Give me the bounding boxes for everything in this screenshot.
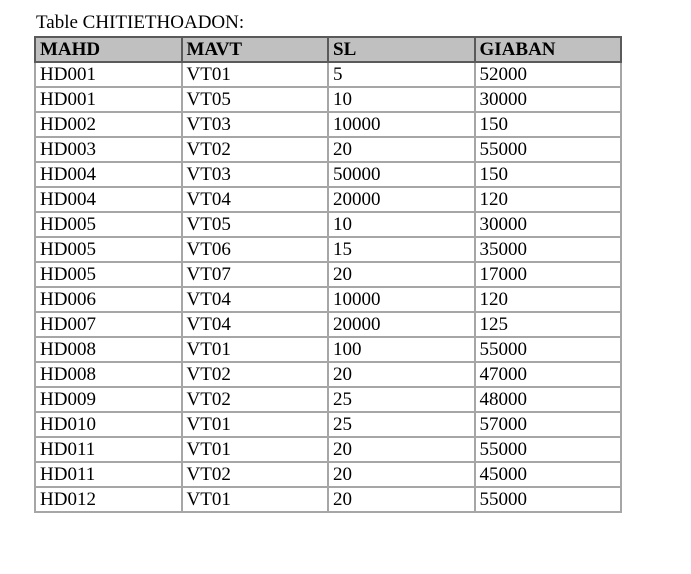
cell-sl: 10000 xyxy=(328,112,475,137)
cell-giaban: 120 xyxy=(475,287,622,312)
column-header-sl: SL xyxy=(328,37,475,62)
cell-mahd: HD004 xyxy=(35,187,182,212)
cell-mahd: HD010 xyxy=(35,412,182,437)
table-row xyxy=(35,437,621,462)
cell-sl: 20 xyxy=(328,462,475,487)
cell-mahd: HD004 xyxy=(35,162,182,187)
cell-mahd: HD001 xyxy=(35,62,182,87)
table-row xyxy=(35,112,621,137)
table-row xyxy=(35,412,621,437)
cell-mavt: VT01 xyxy=(182,412,329,437)
table-row xyxy=(35,287,621,312)
cell-mavt: VT01 xyxy=(182,437,329,462)
cell-sl: 25 xyxy=(328,387,475,412)
cell-giaban: 120 xyxy=(475,187,622,212)
cell-giaban: 55000 xyxy=(475,437,622,462)
cell-mahd: HD005 xyxy=(35,237,182,262)
cell-mavt: VT02 xyxy=(182,362,329,387)
column-header-mavt: MAVT xyxy=(182,37,329,62)
cell-giaban: 150 xyxy=(475,162,622,187)
cell-mavt: VT01 xyxy=(182,337,329,362)
table-row xyxy=(35,312,621,337)
cell-sl: 25 xyxy=(328,412,475,437)
cell-mahd: HD012 xyxy=(35,487,182,512)
table-row xyxy=(35,487,621,512)
cell-giaban: 52000 xyxy=(475,62,622,87)
cell-sl: 20 xyxy=(328,362,475,387)
column-header-giaban: GIABAN xyxy=(475,37,622,62)
cell-mahd: HD002 xyxy=(35,112,182,137)
table-row xyxy=(35,337,621,362)
cell-mavt: VT04 xyxy=(182,187,329,212)
cell-giaban: 125 xyxy=(475,312,622,337)
cell-mavt: VT07 xyxy=(182,262,329,287)
cell-sl: 50000 xyxy=(328,162,475,187)
cell-sl: 20 xyxy=(328,487,475,512)
table-body xyxy=(35,62,621,512)
cell-giaban: 17000 xyxy=(475,262,622,287)
cell-mavt: VT01 xyxy=(182,62,329,87)
cell-sl: 20000 xyxy=(328,312,475,337)
cell-mahd: HD007 xyxy=(35,312,182,337)
table-row xyxy=(35,162,621,187)
cell-sl: 5 xyxy=(328,62,475,87)
cell-giaban: 150 xyxy=(475,112,622,137)
cell-mahd: HD003 xyxy=(35,137,182,162)
cell-mahd: HD008 xyxy=(35,337,182,362)
table-row xyxy=(35,387,621,412)
table-row xyxy=(35,262,621,287)
cell-mavt: VT02 xyxy=(182,387,329,412)
table-row xyxy=(35,87,621,112)
table-row xyxy=(35,137,621,162)
cell-giaban: 47000 xyxy=(475,362,622,387)
cell-mavt: VT04 xyxy=(182,287,329,312)
cell-giaban: 30000 xyxy=(475,87,622,112)
cell-giaban: 55000 xyxy=(475,487,622,512)
cell-giaban: 30000 xyxy=(475,212,622,237)
chitiethoadon-table xyxy=(34,36,622,513)
column-header-mahd: MAHD xyxy=(35,37,182,62)
cell-mavt: VT03 xyxy=(182,162,329,187)
cell-giaban: 55000 xyxy=(475,337,622,362)
table-caption: Table CHITIETHOADON: xyxy=(36,12,245,33)
cell-sl: 10 xyxy=(328,87,475,112)
cell-mahd: HD009 xyxy=(35,387,182,412)
cell-mavt: VT01 xyxy=(182,487,329,512)
table-row xyxy=(35,62,621,87)
cell-sl: 20 xyxy=(328,137,475,162)
cell-mavt: VT05 xyxy=(182,212,329,237)
cell-mahd: HD005 xyxy=(35,262,182,287)
cell-mahd: HD005 xyxy=(35,212,182,237)
cell-sl: 10000 xyxy=(328,287,475,312)
cell-giaban: 35000 xyxy=(475,237,622,262)
cell-mahd: HD006 xyxy=(35,287,182,312)
cell-sl: 100 xyxy=(328,337,475,362)
cell-sl: 20 xyxy=(328,262,475,287)
table-row xyxy=(35,187,621,212)
table-header xyxy=(35,37,621,62)
cell-mavt: VT04 xyxy=(182,312,329,337)
cell-sl: 15 xyxy=(328,237,475,262)
cell-sl: 20 xyxy=(328,437,475,462)
table-row xyxy=(35,237,621,262)
cell-giaban: 45000 xyxy=(475,462,622,487)
cell-giaban: 57000 xyxy=(475,412,622,437)
cell-mavt: VT02 xyxy=(182,137,329,162)
cell-mahd: HD011 xyxy=(35,437,182,462)
cell-mahd: HD001 xyxy=(35,87,182,112)
cell-giaban: 48000 xyxy=(475,387,622,412)
table-row xyxy=(35,212,621,237)
cell-sl: 10 xyxy=(328,212,475,237)
cell-giaban: 55000 xyxy=(475,137,622,162)
cell-mavt: VT06 xyxy=(182,237,329,262)
cell-mavt: VT05 xyxy=(182,87,329,112)
table-row xyxy=(35,362,621,387)
header-row xyxy=(35,37,621,62)
table-row xyxy=(35,462,621,487)
cell-mavt: VT03 xyxy=(182,112,329,137)
cell-sl: 20000 xyxy=(328,187,475,212)
cell-mahd: HD011 xyxy=(35,462,182,487)
cell-mahd: HD008 xyxy=(35,362,182,387)
cell-mavt: VT02 xyxy=(182,462,329,487)
